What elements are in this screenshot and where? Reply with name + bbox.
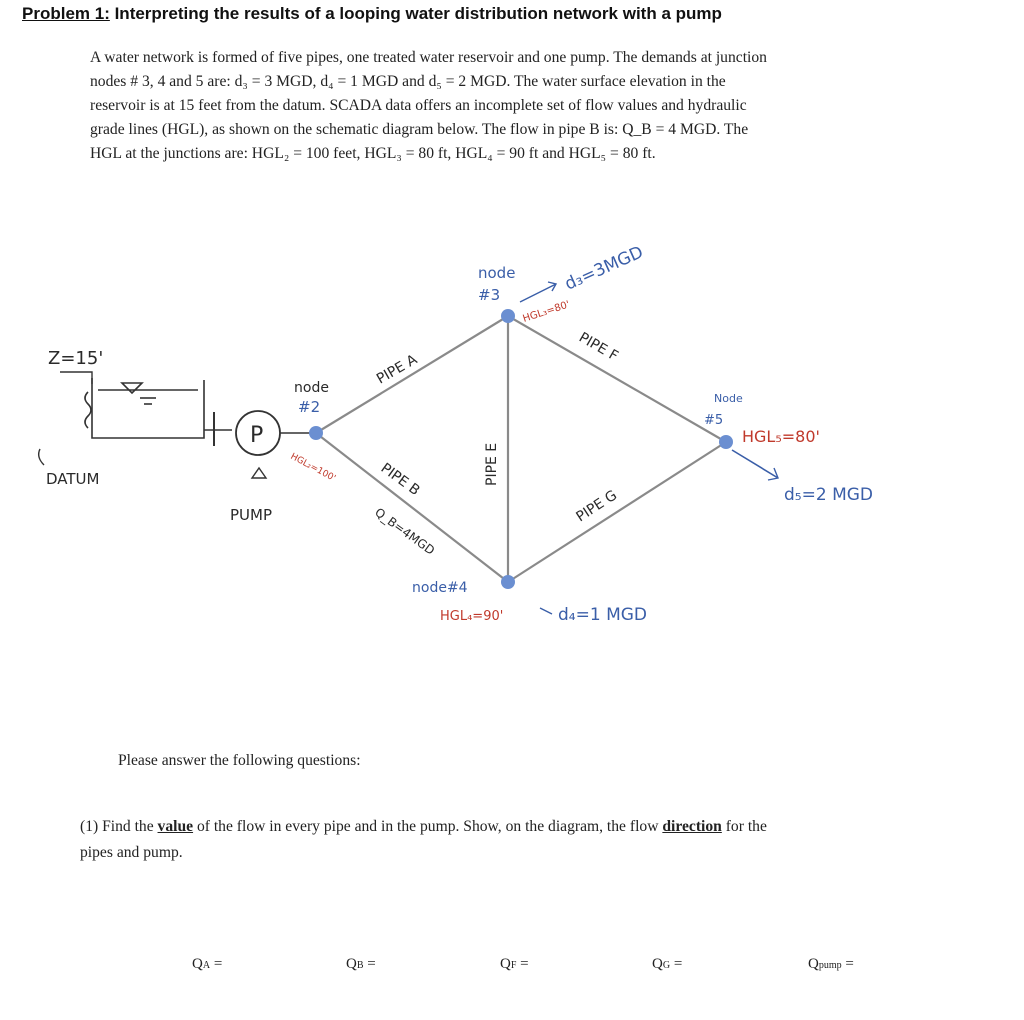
- q1-direction-word: direction: [662, 818, 722, 835]
- reservoir-elevation: Z=15': [48, 348, 104, 369]
- node-4-dot: [501, 575, 515, 589]
- questions-intro: Please answer the following questions:: [118, 752, 361, 769]
- qa-subscript: A: [202, 960, 211, 971]
- pipe-b-flow: Q_B=4MGD: [372, 505, 438, 558]
- node-2-label: node: [294, 380, 329, 396]
- node-4-demand: d₄=1 MGD: [558, 605, 648, 625]
- question-1: [80, 814, 1000, 866]
- node-3-label: node: [478, 264, 516, 282]
- q1-text-post: for the: [721, 818, 767, 835]
- pipe-e-label: PIPE E: [484, 442, 500, 486]
- qpump-symbol: Q: [808, 956, 819, 972]
- pipe-a-line: [316, 316, 508, 433]
- intro-line: nodes # 3, 4 and 5 are: d₃ = 3 MGD, d₄ = 1 MGD and d₅ = 2 MGD. The water surface elevation in the: [90, 73, 726, 90]
- node-5-hgl: HGL₅=80': [742, 427, 820, 446]
- pipe-b-line: [316, 433, 508, 582]
- qa-equals: =: [210, 956, 223, 972]
- node-5-outflow-line: [732, 450, 778, 478]
- answer-qb: [346, 956, 376, 973]
- node-2-dot: [309, 426, 323, 440]
- node-3-dot: [501, 309, 515, 323]
- qb-symbol: Q: [346, 956, 357, 972]
- node-4-demand-arrow: [540, 608, 552, 614]
- node-5-demand: d₅=2 MGD: [784, 485, 874, 505]
- pipe-g-line: [508, 442, 726, 582]
- pipe-f-line: [508, 316, 726, 442]
- reservoir: [85, 378, 204, 438]
- datum-mark: [39, 449, 44, 465]
- intro-line: A water network is formed of five pipes, one treated water reservoir and one pump. The demands at junction: [90, 49, 767, 66]
- problem-title-text: Interpreting the results of a looping water distribution network with a pump: [109, 4, 722, 23]
- pipe-f-label: PIPE F: [576, 329, 621, 365]
- pipe-a-label: PIPE A: [374, 351, 421, 388]
- pump-label: PUMP: [230, 506, 273, 524]
- qa-symbol: Q: [192, 956, 203, 972]
- problem-label: Problem 1:: [22, 4, 110, 23]
- elevation-arrow: [60, 372, 92, 384]
- node-4-label: node#4: [412, 580, 468, 596]
- question-1-line-1: [80, 814, 1000, 840]
- answer-qf: [500, 956, 529, 973]
- node-3-demand: d₃=3MGD: [561, 242, 647, 295]
- node-3-number: #3: [478, 286, 501, 304]
- answer-qg: [652, 956, 682, 973]
- qg-subscript: G: [662, 960, 671, 971]
- answer-qpump: [808, 956, 854, 973]
- node-4-hgl: HGL₄=90': [440, 609, 504, 624]
- intro-line: grade lines (HGL), as shown on the schematic diagram below. The flow in pipe B is: Q_B = 4 MGD. The: [90, 121, 749, 138]
- qf-equals: =: [516, 956, 529, 972]
- qg-symbol: Q: [652, 956, 663, 972]
- qg-equals: =: [670, 956, 683, 972]
- qpump-subscript: pump: [818, 960, 842, 971]
- pump-symbol: P: [250, 423, 264, 448]
- node-3-demand-arrow: [520, 284, 556, 302]
- node-2-number: #2: [298, 398, 321, 416]
- qb-equals: =: [363, 956, 376, 972]
- datum-label: DATUM: [46, 470, 100, 488]
- q1-text-pre: (1) Find the: [80, 818, 158, 835]
- qf-subscript: F: [510, 960, 517, 971]
- q1-text-mid: of the flow in every pipe and in the pump. Show, on the diagram, the flow: [193, 818, 663, 835]
- intro-line: HGL at the junctions are: HGL₂ = 100 feet, HGL₃ = 80 ft, HGL₄ = 90 ft and HGL₅ = 80 ft.: [90, 145, 656, 162]
- qf-symbol: Q: [500, 956, 511, 972]
- pump-base: [252, 468, 266, 478]
- node-5-label: Node: [714, 392, 743, 405]
- node-5-number: #5: [704, 413, 724, 428]
- pipe-g-label: PIPE G: [573, 487, 621, 526]
- answer-qa: [192, 956, 222, 973]
- node-5-dot: [719, 435, 733, 449]
- pipe-b-label: PIPE B: [377, 460, 423, 500]
- question-1-line-2: pipes and pump.: [80, 844, 183, 861]
- node-3-hgl: HGL₃=80': [521, 299, 572, 325]
- qb-subscript: B: [356, 960, 364, 971]
- node-2-hgl: HGL₂=100': [288, 451, 338, 484]
- node-5-arrowhead: [768, 468, 778, 480]
- qpump-equals: =: [841, 956, 854, 972]
- intro-line: reservoir is at 15 feet from the datum. SCADA data offers an incomplete set of flow values and hydraulic: [90, 97, 747, 114]
- q1-value-word: value: [157, 818, 194, 835]
